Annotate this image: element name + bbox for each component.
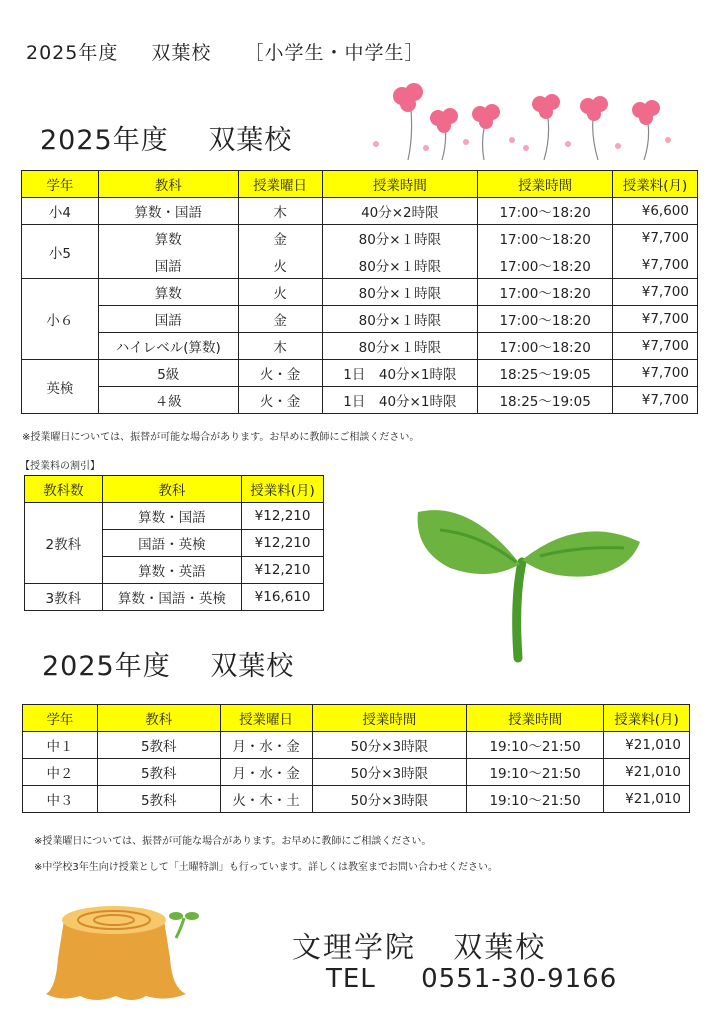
header-year: 2025年度	[26, 42, 119, 64]
table-row: 2教科 算数・国語 ¥12,210	[25, 503, 324, 530]
section2-title: 2025年度 双葉校	[42, 651, 295, 682]
page-header	[26, 38, 450, 65]
junior-high-schedule-table	[22, 704, 690, 813]
table-header-row: 学年 教科 授業曜日 授業時間 授業時間 授業料(月)	[22, 171, 698, 198]
stump-illustration	[36, 898, 206, 1008]
elementary-schedule-table	[21, 170, 698, 414]
table-row: 中３ 5教科 火・木・土 50分×3時限 19:10～21:50 ¥21,010	[23, 786, 690, 813]
table-row: 小4 算数・国語 木 40分×2時限 17:00～18:20 ¥6,600	[22, 198, 698, 225]
table-row: 国語・英検 ¥12,210	[25, 530, 324, 557]
table-row: 英検 5級 火・金 1日 40分×1時限 18:25～19:05 ¥7,700	[22, 360, 698, 387]
sprout-illustration	[410, 490, 650, 670]
table-row: ４級 火・金 1日 40分×1時限 18:25～19:05 ¥7,700	[22, 387, 698, 414]
discount-table	[24, 475, 324, 611]
table-row: 3教科 算数・国語・英検 ¥16,610	[25, 584, 324, 611]
footer-tel	[326, 964, 653, 994]
table-header-row: 教科数 教科 授業料(月)	[25, 476, 324, 503]
table-row: 国語 金 80分×１時限 17:00～18:20 ¥7,700	[22, 306, 698, 333]
section2-note1: ※授業曜日については、振替が可能な場合があります。お早めに教師にご相談ください。	[34, 836, 432, 847]
table-row: 中２ 5教科 月・水・金 50分×3時限 19:10～21:50 ¥21,010	[23, 759, 690, 786]
tel-label: TEL	[326, 964, 376, 994]
table-header-row: 学年 教科 授業曜日 授業時間 授業時間 授業料(月)	[23, 705, 690, 732]
section1-note: ※授業曜日については、振替が可能な場合があります。お早めに教師にご相談ください。	[22, 432, 420, 443]
table-row: 小６ 算数 火 80分×１時限 17:00～18:20 ¥7,700	[22, 279, 698, 306]
table-row: 中１ 5教科 月・水・金 50分×3時限 19:10～21:50 ¥21,010	[23, 732, 690, 759]
discount-title: 【授業料の割引】	[20, 461, 100, 472]
section2-note2: ※中学校3年生向け授業として「土曜特訓」も行っています。詳しくは教室までお問い合わせください。	[34, 862, 498, 873]
table-row: 算数・英語 ¥12,210	[25, 557, 324, 584]
header-grade: ［小学生・中学生］	[244, 42, 425, 64]
table-row: ハイレベル(算数) 木 80分×１時限 17:00～18:20 ¥7,700	[22, 333, 698, 360]
tel-number: 0551-30-9166	[421, 964, 618, 994]
flowers-illustration	[362, 78, 682, 166]
table-row: 小5 算数 金 80分×１時限 17:00～18:20 ¥7,700	[22, 225, 698, 252]
section1-title: 2025年度 双葉校	[40, 125, 293, 156]
footer-school-name: 文理学院 双葉校	[292, 930, 547, 964]
header-school: 双葉校	[151, 42, 212, 64]
table-row: 国語 火 80分×１時限 17:00～18:20 ¥7,700	[22, 252, 698, 279]
